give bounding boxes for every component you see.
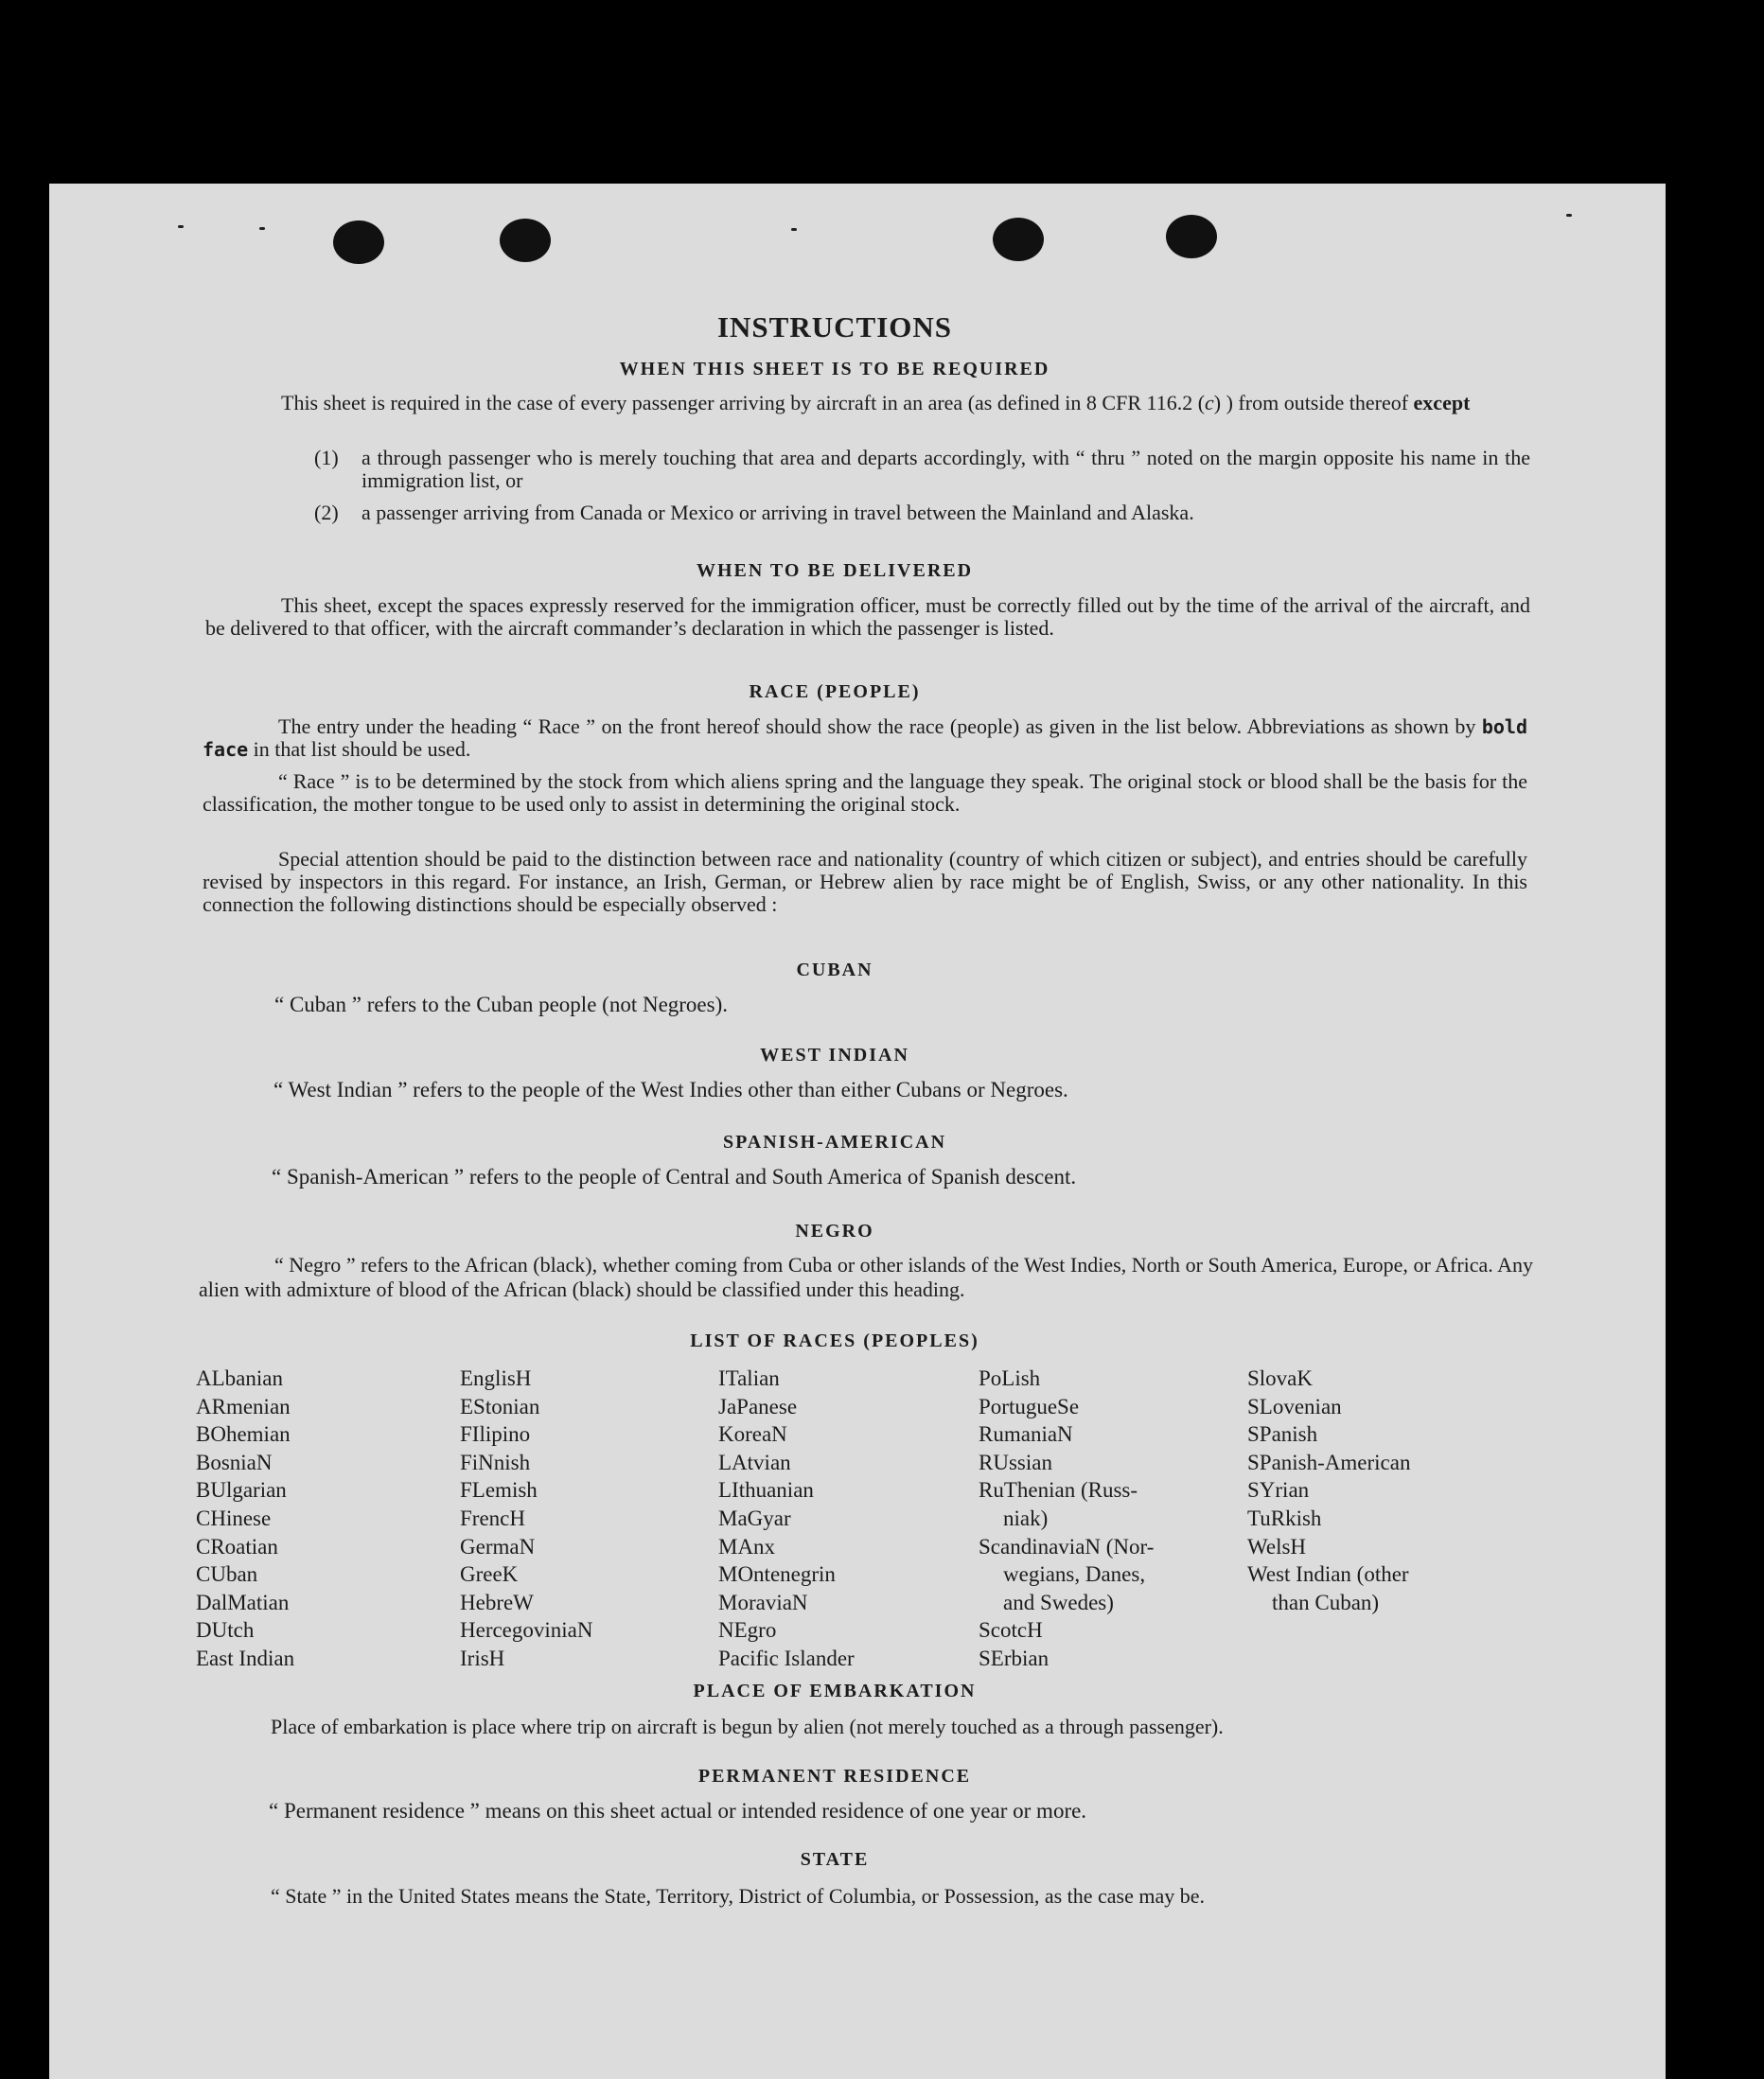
speck (1566, 214, 1572, 217)
definition-text: “ Cuban ” refers to the Cuban people (not Negroes). (274, 993, 729, 1016)
definition-text: “ Permanent residence ” means on this sheet actual or intended residence of one year or more. (269, 1799, 1087, 1823)
race-entry: SlovaK (1247, 1366, 1313, 1390)
section-heading: WHEN THIS SHEET IS TO BE REQUIRED (619, 359, 1050, 379)
race-column (718, 1365, 855, 1673)
race-entry: FLemish (460, 1478, 538, 1503)
race-entry: GermaN (460, 1534, 536, 1559)
race-entry: ITalian (718, 1366, 780, 1390)
race-entry: niak) (1003, 1506, 1049, 1530)
race-entry: ARmenian (196, 1394, 291, 1418)
race-entry: EnglisH (460, 1366, 532, 1390)
paragraph: Special attention should be paid to the distinction between race and nationality (country of which citizen or subject), and entries should be carefully revised by inspectors in this regard. For instance, an Irish, German, or Hebrew alien by race might be of English, Swiss, or any other nationality. In this connection the following distinctions should be especially observed : (203, 847, 1527, 916)
race-entry: FiNnish (460, 1450, 531, 1474)
race-entry: SYrian (1247, 1478, 1310, 1503)
race-entry: and Swedes) (1003, 1590, 1114, 1614)
race-entry: RumaniaN (979, 1422, 1073, 1447)
race-entry: FrencH (460, 1506, 525, 1530)
punch-hole (1166, 215, 1217, 258)
section-heading: CUBAN (796, 960, 873, 980)
race-entry: LIthuanian (718, 1478, 814, 1503)
race-column (979, 1365, 1154, 1673)
race-entry: LAtvian (718, 1450, 791, 1474)
race-entry: KoreaN (718, 1422, 787, 1447)
race-entry: TuRkish (1247, 1506, 1322, 1530)
race-entry: PoLish (979, 1366, 1041, 1390)
punch-hole (333, 220, 384, 264)
race-entry: FIlipino (460, 1422, 531, 1447)
punch-hole (993, 218, 1044, 261)
speck (178, 225, 184, 228)
paragraph: “ Negro ” refers to the African (black), whether coming from Cuba or other islands of the West Indies, North or South America, Europe, or Africa. Any alien with admixture of blood of the African (black) should be classified under this heading. (199, 1253, 1533, 1301)
race-entry: ScandinaviaN (Nor- (979, 1534, 1155, 1559)
section-heading: RACE (PEOPLE) (749, 681, 921, 702)
list-item: (1) a through passenger who is merely touching that area and departs accordingly, with “ thru ” noted on the margin opposite his name in the immigration list, or (314, 446, 1530, 492)
race-entry: GreeK (460, 1562, 519, 1587)
race-entry: MAnx (718, 1534, 776, 1559)
race-entry: NEgro (718, 1618, 777, 1643)
section-heading: STATE (800, 1849, 870, 1870)
section-heading: WEST INDIAN (760, 1045, 909, 1066)
race-column (196, 1365, 294, 1673)
section-heading: SPANISH-AMERICAN (722, 1132, 947, 1153)
paragraph: “ State ” in the United States means the State, Territory, District of Columbia, or Possession, as the case may be. (271, 1884, 1206, 1908)
race-entry: HercegoviniaN (460, 1618, 593, 1643)
section-heading: PERMANENT RESIDENCE (697, 1766, 972, 1787)
race-entry: RUssian (979, 1450, 1052, 1474)
race-entry: SPanish (1247, 1422, 1318, 1447)
paragraph: This sheet, except the spaces expressly reserved for the immigration officer, must be correctly filled out by the time of the arrival of the aircraft, and be delivered to that officer, with the aircraft commander’s declaration in which the passenger is listed. (205, 593, 1530, 640)
race-entry: ScotcH (979, 1618, 1043, 1643)
paragraph: Place of embarkation is place where trip on aircraft is begun by alien (not merely touched as a through passenger). (271, 1715, 1224, 1738)
list-item: (2) a passenger arriving from Canada or Mexico or arriving in travel between the Mainland and Alaska. (314, 501, 1194, 524)
race-entry: WelsH (1247, 1534, 1307, 1559)
document-sheet (49, 184, 1666, 2079)
section-heading: PLACE OF EMBARKATION (693, 1681, 977, 1701)
speck (259, 227, 265, 230)
race-entry: BosniaN (196, 1450, 273, 1474)
race-entry: than Cuban) (1272, 1590, 1380, 1614)
race-entry: IrisH (460, 1646, 505, 1670)
race-entry: MOntenegrin (718, 1562, 836, 1587)
speck (791, 228, 797, 231)
race-entry: MaGyar (718, 1506, 791, 1530)
race-entry: East Indian (196, 1646, 295, 1670)
section-heading: NEGRO (795, 1221, 874, 1242)
race-entry: CHinese (196, 1506, 272, 1530)
race-entry: DUtch (196, 1618, 255, 1643)
race-entry: CUban (196, 1562, 258, 1587)
intro-paragraph: This sheet is required in the case of every passenger arriving by aircraft in an area (as defined in 8 CFR 116.2 (c) ) from outside thereof except (281, 391, 1471, 414)
race-entry: JaPanese (718, 1394, 798, 1418)
race-entry: EStonian (460, 1394, 540, 1418)
race-entry: BOhemian (196, 1422, 291, 1447)
definition-text: “ Spanish-American ” refers to the people of Central and South America of Spanish descent. (272, 1165, 1077, 1189)
race-entry: BUlgarian (196, 1478, 287, 1503)
race-entry: PortugueSe (979, 1394, 1080, 1418)
race-entry: RuThenian (Russ- (979, 1478, 1138, 1503)
race-entry: SLovenian (1247, 1394, 1342, 1418)
race-entry: wegians, Danes, (1003, 1562, 1146, 1587)
race-entry: HebreW (460, 1590, 534, 1614)
section-heading: WHEN TO BE DELIVERED (696, 560, 974, 581)
race-entry: MoraviaN (718, 1590, 808, 1614)
race-entry: ALbanian (196, 1366, 283, 1390)
race-entry: SPanish-American (1247, 1450, 1411, 1474)
paragraph: The entry under the heading “ Race ” on the front hereof should show the race (people) as given in the list below. Abbreviations as shown by bold face in that list should be used. (203, 714, 1527, 761)
race-entry: CRoatian (196, 1534, 278, 1559)
race-column (460, 1365, 593, 1673)
paragraph: “ Race ” is to be determined by the stock from which aliens spring and the language they speak. The original stock or blood shall be the basis for the classification, the mother tongue to be used only to assist in determining the original stock. (203, 769, 1527, 816)
race-entry: West Indian (other (1247, 1562, 1409, 1587)
page-title: INSTRUCTIONS (716, 310, 952, 344)
race-entry: DalMatian (196, 1590, 290, 1614)
race-column (1247, 1365, 1410, 1616)
race-entry: SErbian (979, 1646, 1050, 1670)
punch-hole (500, 219, 551, 262)
definition-text: “ West Indian ” refers to the people of the West Indies other than either Cubans or Negroes. (273, 1078, 1068, 1101)
section-heading: LIST OF RACES (PEOPLES) (690, 1330, 979, 1351)
race-entry: Pacific Islander (718, 1646, 855, 1670)
